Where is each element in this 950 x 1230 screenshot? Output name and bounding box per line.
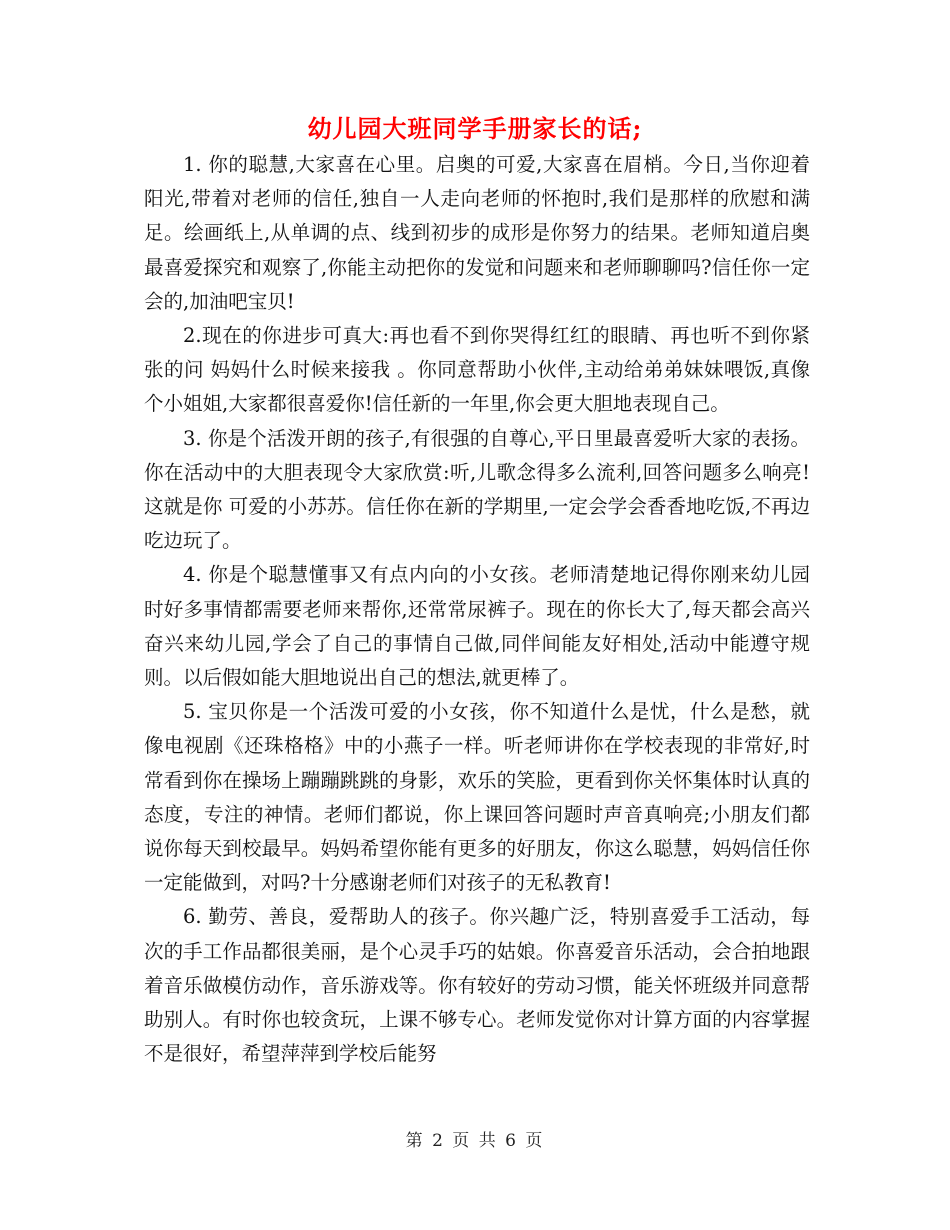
paragraph-4: 4. 你是个聪慧懂事又有点内向的小女孩。老师清楚地记得你刚来幼儿园时好多事情都需要老师来帮你,还常常尿裤子。现在的你长大了,每天都会高兴奋兴来幼儿园,学会了自己的事情自己做,同伴间能友好相处,活动中能遵守规则。以后假如能大胆地说出自己的想法,就更棒了。 <box>144 563 810 690</box>
paragraph-1: 1. 你的聪慧,大家喜在心里。启奥的可爱,大家喜在眉梢。今日,当你迎着阳光,带着对老师的信任,独自一人走向老师的怀抱时,我们是那样的欣慰和满足。绘画纸上,从单调的点、线到初步的成形是你努力的结果。老师知道启奥最喜爱探究和观察了,你能主动把你的发觉和问题来和老师聊聊吗?信任你一定会的,加油吧宝贝! <box>144 153 810 313</box>
paragraph-2: 2.现在的你进步可真大:再也看不到你哭得红红的眼睛、再也听不到你紧张的问 妈妈什么时候来接我 。你同意帮助小伙伴,主动给弟弟妹妹喂饭,真像个小姐姐,大家都很喜爱你!信任新的一年里,你会更大胆地表现自己。 <box>144 324 810 416</box>
document-title: 幼儿园大班同学手册家长的话; <box>307 114 643 143</box>
paragraph-6: 6. 勤劳、善良，爱帮助人的孩子。你兴趣广泛，特别喜爱手工活动，每次的手工作品都很美丽，是个心灵手巧的姑娘。你喜爱音乐活动，会合拍地跟着音乐做模仿动作，音乐游戏等。你有较好的劳动习惯，能关怀班级并同意帮助别人。有时你也较贪玩，上课不够专心。老师发觉你对计算方面的内容掌握不是很好，希望萍萍到学校后能努 <box>144 905 810 1066</box>
paragraph-3: 3. 你是个活泼开朗的孩子,有很强的自尊心,平日里最喜爱听大家的表扬。你在活动中的大胆表现令大家欣赏:听,儿歌念得多么流利,回答问题多么响亮!这就是你 可爱的小苏苏。信任你在新的学期里,一定会学会香香地吃饭,不再边吃边玩了。 <box>144 426 810 553</box>
paragraph-5: 5. 宝贝你是一个活泼可爱的小女孩，你不知道什么是忧，什么是愁，就像电视剧《还珠格格》中的小燕子一样。听老师讲你在学校表现的非常好,时常看到你在操场上蹦蹦跳跳的身影，欢乐的笑脸，更看到你关怀集体时认真的态度，专注的神情。老师们都说，你上课回答问题时声音真响亮;小朋友们都说你每天到校最早。妈妈希望你能有更多的好朋友，你这么聪慧，妈妈信任你一定能做到，对吗?十分感谢老师们对孩子的无私教育! <box>144 700 810 895</box>
page-number-footer: 第 2 页 共 6 页 <box>405 1131 545 1151</box>
document-body <box>144 148 810 1071</box>
